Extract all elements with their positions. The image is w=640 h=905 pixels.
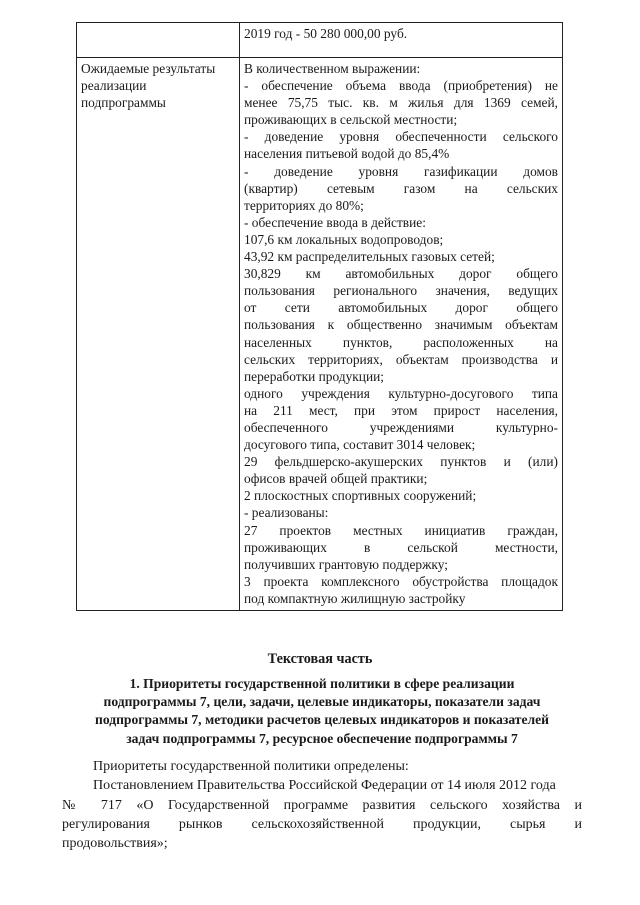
result-line: - обеспечение объема ввода (приобретения) не — [244, 78, 558, 94]
result-line: 30,829 км автомобильных дорог общего — [244, 266, 558, 282]
result-line: - доведение уровня обеспеченности сельского — [244, 129, 558, 145]
result-line: 107,6 км локальных водопроводов; — [244, 231, 444, 247]
heading-line: 1. Приоритеты государственной политики в сфере реализации — [129, 676, 515, 691]
result-line: переработки продукции; — [244, 368, 384, 384]
result-line: - доведение уровня газификации домов — [244, 163, 558, 179]
row-label-line: реализации — [81, 78, 147, 94]
result-line: 3 проекта комплексного обустройства площадок — [244, 573, 558, 589]
heading-line: подпрограммы 7, цели, задачи, целевые индикаторы, показатели задач — [103, 694, 541, 710]
result-line: менее 75,75 тыс. кв. м жилья для 1369 семей, — [244, 95, 558, 111]
result-line: от сети автомобильных дорог общего — [244, 300, 558, 316]
section-heading — [80, 675, 564, 748]
subprogram-passport-table — [76, 22, 563, 611]
funding-cell — [240, 23, 563, 58]
result-line: 2 плоскостных спортивных сооружений; — [244, 488, 477, 504]
result-line: территориях до 80%; — [244, 197, 364, 213]
result-line: - обеспечение ввода в действие: — [244, 214, 426, 230]
result-line: (квартир) сетевым газом на сельских — [244, 180, 558, 196]
result-line: пользования к общественно значимым объектам — [244, 317, 558, 333]
result-line: пользования регионального значения, ведущих — [244, 283, 558, 299]
result-line: - реализованы: — [244, 505, 329, 521]
row-label-line: Ожидаемые результаты — [81, 61, 216, 76]
result-line: 27 проектов местных инициатив граждан, — [244, 522, 558, 538]
paragraph: Приоритеты государственной политики определены: — [93, 759, 409, 774]
result-line: офисов врачей общей практики; — [244, 471, 428, 487]
table-row — [77, 58, 563, 611]
result-line: населенных пунктов, расположенных на — [244, 334, 558, 350]
table-cell-empty — [77, 23, 240, 58]
result-line: под компактную жилищную застройку — [244, 590, 466, 606]
paragraph-line: Постановлением Правительства Российской Федерации от 14 июля 2012 года — [93, 778, 556, 794]
result-line: одного учреждения культурно-досугового типа — [244, 385, 558, 401]
row-label-cell — [77, 58, 240, 611]
funding-2019-text: 2019 год - 50 280 000,00 руб. — [244, 26, 408, 41]
result-line: досугового типа, составит 3014 человек; — [244, 437, 476, 453]
paragraph-line: № 717 «О Государственной программе развития сельского хозяйства и — [62, 797, 582, 813]
result-line: В количественном выражении: — [244, 61, 421, 76]
body-text — [62, 757, 582, 853]
result-line: проживающих в сельской местности, — [244, 539, 558, 555]
result-line: населения питьевой водой до 85,4% — [244, 146, 450, 162]
heading-line: задач подпрограммы 7, ресурсное обеспечение подпрограммы 7 — [126, 730, 518, 746]
table-row — [77, 23, 563, 58]
result-line: 29 фельдшерско-акушерских пунктов и (или) — [244, 454, 558, 470]
paragraph-line: продовольствия»; — [62, 836, 168, 852]
result-line: 43,92 км распределительных газовых сетей; — [244, 249, 495, 265]
heading-line: подпрограммы 7, методики расчетов целевых индикаторов и показателей — [94, 712, 549, 728]
result-line: обеспеченного учреждениями культурно- — [244, 419, 558, 435]
result-line: на 211 мест, при этом прирост населения, — [244, 402, 558, 418]
paragraph-line: регулирования рынков сельскохозяйственной продукции, сырья и — [62, 816, 582, 832]
result-line: получивших грантовую поддержку; — [244, 556, 448, 572]
expected-results-cell — [240, 58, 563, 611]
row-label-line: подпрограммы — [81, 95, 166, 111]
result-line: сельских территориях, объектам производства и — [244, 351, 558, 367]
result-line: проживающих в сельской местности; — [244, 112, 458, 128]
section-title: Текстовая часть — [267, 651, 373, 667]
